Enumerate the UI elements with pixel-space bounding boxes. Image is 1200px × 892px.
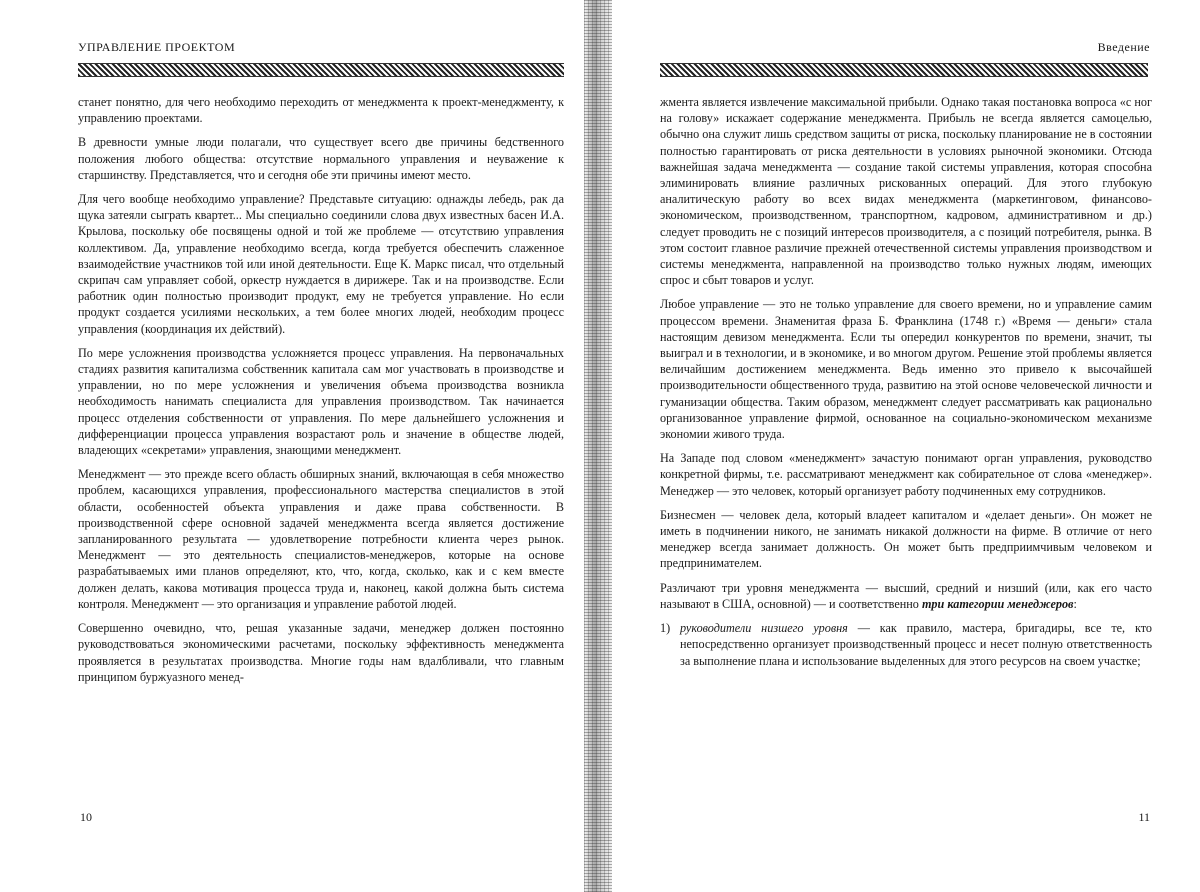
page-number: 10 [80,810,92,824]
running-header: УПРАВЛЕНИЕ ПРОЕКТОМ [78,40,236,54]
paragraph: В древности умные люди полагали, что существует всего две причины бедственного положения любого общества: отсутствие нормального управления и неуважение к старшинству. Представляется, что и сегодня обе эти причины имеют место. [78,135,564,182]
list-term: руководители низшего уровня [680,621,848,636]
paragraph: По мере усложнения производства усложняется процесс управления. На первоначальных стадиях развития капитализма собственник капитала сам мог участвовать в производстве и управлении, но по мере усложнения и увеличения объема производства возникла необходимость нанимать специалиста для управления производством. Так начинается процесс отделения собственности от управления. По мере дальнейшего усложнения и дифференциации процесса управления возрастают роль и значение в обществе людей, владеющих «секретами» управления, знающими менеджмент. [78,345,564,458]
book-gutter [584,0,612,892]
paragraph: Менеджмент — это прежде всего область обширных знаний, включающая в себя множество проблем, касающихся управления, профессионального мастерства специалистов в этой области, особенностей объекта управления и даже права собственности. В производственной сфере основной задачей менеджмента всегда является достижение запланированного результата — удовлетворение потребности клиента через рынок. Менеджмент — это деятельность специалистов-менеджеров, которые на основе разрабатываемых ими планов определяют, кто, что, когда, сколько, как и с кем вместе должен делать, какова мотивация процесса труда и, наконец, какой должна быть система контроля. Менеджмент — это организация и управление работой людей. [78,467,564,611]
paragraph: На Западе под словом «менеджмент» зачастую понимают орган управления, руководство конкретной фирмы, т.е. рассматривают менеджмент как собирательное от слова «менеджер». Менеджер — это человек, который организует работу подчиненных ему сотрудников. [660,451,1152,498]
body-text [660,94,1152,675]
paragraph: станет понятно, для чего необходимо переходить от менеджмента к проект-менеджменту, к управлению проектами. [78,95,564,126]
left-page [0,0,592,892]
paragraph: Совершенно очевидно, что, решая указанные задачи, менеджер должен постоянно руководствоваться экономическими расчетами, поскольку эффективность менеджмента проявляется в результатах производства. Многие годы нам вдалбливали, что главным принципом буржуазного менед- [78,621,564,684]
list-item [660,620,1152,669]
manager-levels-list [660,620,1152,669]
list-number: 1) [660,621,671,636]
running-header: Введение [1097,40,1150,54]
header-rule [660,63,1148,77]
right-page [612,0,1200,892]
levels-paragraph [660,580,1152,612]
paragraph: Любое управление — это не только управление для своего времени, но и управление самим процессом времени. Знаменитая фраза Б. Франклина (1748 г.) «Время — деньги» стала настоящим девизом менеджмента. Если ты опередил конкурентов по времени, значит, ты выиграл и в технологии, и в экономике, и во многом другом. Решение этой проблемы является величайшим достижением менеджмента. Ведь именно это привело к высочайшей производительности общественного труда, развитию на этой основе человеческой личности и гуманизации общества. Таким образом, менеджмент следует рассматривать как рационально организованное управление фирмой, основанное на социально-экономическом механизме экономии живого труда. [660,297,1152,442]
paragraph: Бизнесмен — человек дела, который владеет капиталом и «делает деньги». Он может не иметь в подчинении никого, не занимать никакой должности на фирме. В отличие от него менеджер всегда занимает должность. Он может быть предприимчивым человеком и предпринимателем. [660,507,1152,571]
paragraph: Для чего вообще необходимо управление? Представьте ситуацию: однажды лебедь, рак да щука затеяли сыграть квартет... Мы специально соединили слова двух известных басен И.А. Крылова, поскольку обе посвящены одной и той же проблеме — отсутствию управления коллективом. Да, управление необходимо всегда, когда требуется обеспечить слаженное взаимодействие участников той или иной деятельности. Еще К. Маркс писал, что отдельный скрипач сам управляет собой, оркестр нуждается в дирижере. Так и на производстве. Если работник один полностью производит продукт, ему не требуется управление. Но если продукт создается усилиями нескольких, а тем более многих людей, необходим процесс управления (координация их действий). [78,192,564,336]
body-text [78,94,564,693]
levels-end: : [1073,596,1077,611]
page-number: 11 [1138,810,1150,824]
levels-emphasis: три категории менеджеров [921,596,1074,611]
header-rule [78,63,564,77]
list-text: — как правило, мастера, бригадиры, все те, кто непосредственно организует производственный процесс и несет полную ответственность за выполнение плана и использование выделенных для этого ресурсов на своем участке; [680,621,1152,668]
paragraph: жмента является извлечение максимальной прибыли. Однако такая постановка вопроса «с ног на голову» искажает содержание менеджмента. Прибыль не всегда является самоцелью, обычно она служит лишь средством защиты от риска, поскольку планирование не в состоянии полностью гарантировать от риска деятельности в условиях рыночной экономики. Отсюда важнейшая задача менеджмента — создание такой системы управления, которая способна элиминировать влияние различных рискованных операций. Для этого глубокую аналитическую работу во всех видах менеджмента (маркетинговом, финансово-экономическом, производственном, транспортном, кадровом, административном и др.) следует проводить не с позиций интересов производителя, а с позиций потребителя, рынка. В этом состоит главное различие прежней отечественной системы управления производством и системы менеджмента, направленной на производство только нужных людям, имеющих спрос и сбыт товаров и услуг. [660,95,1152,288]
levels-intro: Различают три уровня менеджмента — высший, средний и низший (или, как его часто называют в США, основной) — и соответственно [660,580,1152,611]
